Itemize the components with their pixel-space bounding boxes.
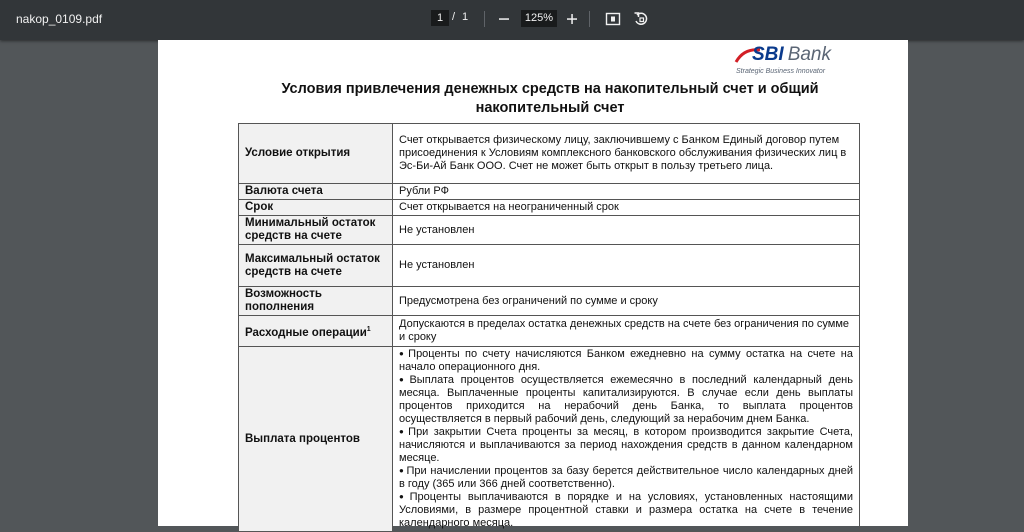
row-label: Валюта счета xyxy=(239,184,393,200)
footnote-mark: 1 xyxy=(366,325,371,333)
sbi-bank-logo xyxy=(736,44,856,80)
toolbar-divider-2 xyxy=(589,11,590,27)
zoom-out-button[interactable] xyxy=(493,8,515,30)
row-value: Предусмотрена без ограничений по сумме и сроку xyxy=(393,287,860,316)
row-label xyxy=(239,316,393,347)
row-label: Максимальный остаток средств на счете xyxy=(239,245,393,287)
bullet-item: ● При начислении процентов за базу берется действительное число календарных дней в году (365 или 366 дней соответственно). xyxy=(399,465,853,490)
pdf-page xyxy=(158,40,908,529)
table-row xyxy=(239,316,860,347)
page-number-input[interactable]: 1 xyxy=(431,10,449,26)
bullet-item: ● Проценты выплачиваются в порядке и на условиях, установленных настоящими Условиями, в размере процентной ставки и размера остатка на счете в течение календарного месяца. xyxy=(399,491,853,529)
table-row xyxy=(239,184,860,200)
row-value: Не установлен xyxy=(393,245,860,287)
rotate-icon xyxy=(633,11,649,27)
file-name: nakop_0109.pdf xyxy=(16,12,103,26)
toolbar-divider xyxy=(484,11,485,27)
bullet-item: ● Выплата процентов осуществляется ежемесячно в последний календарный день месяца. Выплаченные проценты капитализируются. В случае если день выплаты процентов приходится на нерабочий день Банка, то выплата процентов осуществляется в первый рабочий день, следующий за нерабочим днем Банка. xyxy=(399,374,853,425)
row-value xyxy=(393,347,860,532)
row-label: Срок xyxy=(239,200,393,216)
table-row xyxy=(239,347,860,532)
row-value: Не установлен xyxy=(393,216,860,245)
row-label: Возможность пополнения xyxy=(239,287,393,316)
pdf-toolbar xyxy=(0,0,1024,40)
table-row xyxy=(239,216,860,245)
row-label: Условие открытия xyxy=(239,124,393,184)
table-row xyxy=(239,124,860,184)
zoom-in-button[interactable] xyxy=(561,8,583,30)
rotate-button[interactable] xyxy=(630,8,652,30)
logo-sbi-text: SBI xyxy=(752,44,784,65)
logo-tagline: Strategic Business Innovator xyxy=(736,68,826,75)
row-value: Допускаются в пределах остатка денежных средств на счете без ограничения по сумме и сроку xyxy=(393,316,860,347)
zoom-level-input[interactable]: 125% xyxy=(521,10,557,27)
logo-bank-text: Bank xyxy=(787,44,831,65)
bullet-item: ● Проценты по счету начисляются Банком ежедневно на сумму остатка на счете на начало операционного дня. xyxy=(399,348,853,373)
table-row xyxy=(239,245,860,287)
plus-icon xyxy=(566,13,578,25)
row-value: Счет открывается физическому лицу, заключившему с Банком Единый договор путем присоединения к Условиям комплексного банковского обслуживания физических лиц в Эс-Би-Ай Банк ООО. Счет не может быть открыт в пользу третьего лица. xyxy=(393,124,860,184)
row-label-text: Расходные операции xyxy=(245,326,367,339)
document-title: Условия привлечения денежных средств на накопительный счет и общий накопительный счет xyxy=(281,81,819,116)
fit-to-page-icon xyxy=(605,11,621,27)
row-value: Счет открывается на неограниченный срок xyxy=(393,200,860,216)
minus-icon xyxy=(498,13,510,25)
bullet-item: ● При закрытии Счета проценты за месяц, в котором производится закрытие Счета, начисляются и выплачиваются за период нахождения средств в данном календарном месяце. xyxy=(399,426,853,464)
page-total: 1 xyxy=(462,11,469,23)
table-row xyxy=(239,287,860,316)
fit-to-page-button[interactable] xyxy=(602,8,624,30)
row-label: Минимальный остаток средств на счете xyxy=(239,216,393,245)
row-value: Рубли РФ xyxy=(393,184,860,200)
row-label: Выплата процентов xyxy=(239,347,393,532)
terms-table xyxy=(238,123,860,532)
page-separator: / xyxy=(452,11,456,23)
table-row xyxy=(239,200,860,216)
